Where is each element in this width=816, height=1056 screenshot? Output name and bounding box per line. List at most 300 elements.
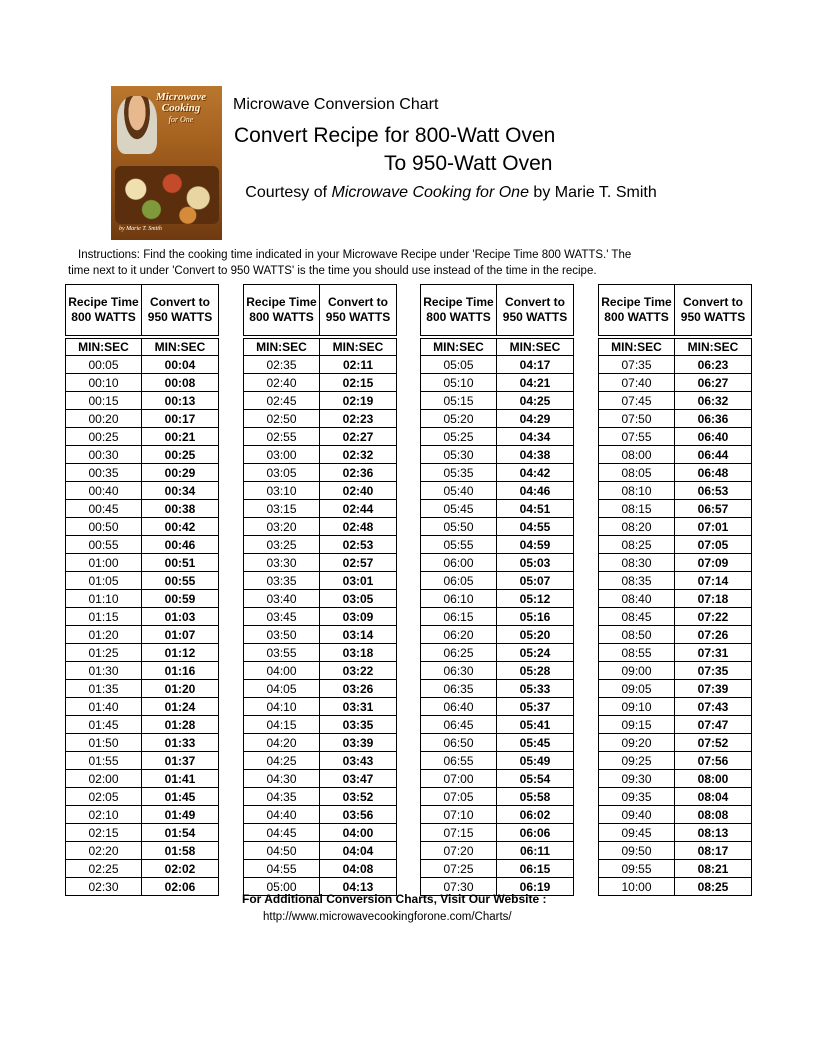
table-row — [66, 734, 219, 752]
recipe-time-cell: 07:05 — [421, 788, 497, 806]
converted-time-cell: 07:43 — [675, 698, 752, 716]
converted-time-cell: 01:07 — [142, 626, 219, 644]
recipe-time-cell: 01:30 — [66, 662, 142, 680]
courtesy-prefix: Courtesy of — [245, 184, 332, 201]
table-row — [421, 698, 574, 716]
table-row — [66, 500, 219, 518]
table-row — [599, 716, 752, 734]
instructions-line-1: Instructions: Find the cooking time indicated in your Microwave Recipe under 'Recipe Time 800 WATTS.' The — [78, 249, 632, 261]
recipe-time-cell: 02:55 — [244, 428, 320, 446]
recipe-time-cell: 08:40 — [599, 590, 675, 608]
converted-time-cell: 01:41 — [142, 770, 219, 788]
converted-time-cell: 02:15 — [320, 374, 397, 392]
unit-label: MIN:SEC — [320, 339, 397, 356]
table-row — [599, 788, 752, 806]
recipe-time-cell: 05:15 — [421, 392, 497, 410]
converted-time-cell: 07:39 — [675, 680, 752, 698]
book-cover-image — [111, 86, 222, 240]
recipe-time-cell: 04:05 — [244, 680, 320, 698]
table-row — [66, 716, 219, 734]
recipe-time-cell: 06:35 — [421, 680, 497, 698]
converted-time-cell: 01:49 — [142, 806, 219, 824]
table-row — [66, 410, 219, 428]
table-row — [244, 500, 397, 518]
unit-row — [66, 339, 219, 356]
table-row — [599, 464, 752, 482]
converted-time-cell: 00:08 — [142, 374, 219, 392]
recipe-time-cell: 03:35 — [244, 572, 320, 590]
recipe-time-cell: 04:10 — [244, 698, 320, 716]
table-row — [599, 374, 752, 392]
table-row — [66, 464, 219, 482]
converted-time-cell: 02:36 — [320, 464, 397, 482]
converted-time-cell: 04:21 — [497, 374, 574, 392]
table-row — [421, 536, 574, 554]
converted-time-cell: 00:34 — [142, 482, 219, 500]
converted-time-cell: 02:06 — [142, 878, 219, 896]
recipe-time-cell: 08:50 — [599, 626, 675, 644]
converted-time-cell: 07:05 — [675, 536, 752, 554]
table-row — [599, 446, 752, 464]
table-row — [599, 356, 752, 374]
converted-time-cell: 00:21 — [142, 428, 219, 446]
table-row — [244, 554, 397, 572]
recipe-time-cell: 06:55 — [421, 752, 497, 770]
converted-time-cell: 04:04 — [320, 842, 397, 860]
table-row — [66, 806, 219, 824]
recipe-time-cell: 01:35 — [66, 680, 142, 698]
converted-time-cell: 08:17 — [675, 842, 752, 860]
table-row — [66, 878, 219, 896]
table-row — [244, 464, 397, 482]
table-row — [599, 608, 752, 626]
converted-time-cell: 05:20 — [497, 626, 574, 644]
table-row — [66, 824, 219, 842]
converted-time-cell: 01:12 — [142, 644, 219, 662]
recipe-time-cell: 00:35 — [66, 464, 142, 482]
unit-label: MIN:SEC — [66, 339, 142, 356]
recipe-time-cell: 08:05 — [599, 464, 675, 482]
table-row — [599, 770, 752, 788]
recipe-time-cell: 03:15 — [244, 500, 320, 518]
converted-time-cell: 05:07 — [497, 572, 574, 590]
table-row — [599, 392, 752, 410]
converted-time-cell: 01:54 — [142, 824, 219, 842]
recipe-time-cell: 09:45 — [599, 824, 675, 842]
table-row — [66, 374, 219, 392]
recipe-time-cell: 05:45 — [421, 500, 497, 518]
converted-time-cell: 04:25 — [497, 392, 574, 410]
recipe-time-cell: 03:20 — [244, 518, 320, 536]
table-row — [421, 374, 574, 392]
table-row — [244, 590, 397, 608]
table-row — [599, 644, 752, 662]
recipe-time-cell: 03:05 — [244, 464, 320, 482]
table-row — [66, 770, 219, 788]
recipe-time-cell: 01:15 — [66, 608, 142, 626]
table-row — [599, 842, 752, 860]
recipe-time-cell: 08:20 — [599, 518, 675, 536]
converted-time-cell: 03:56 — [320, 806, 397, 824]
recipe-time-cell: 00:55 — [66, 536, 142, 554]
recipe-time-cell: 08:45 — [599, 608, 675, 626]
table-header-row — [599, 285, 752, 336]
recipe-time-cell: 09:55 — [599, 860, 675, 878]
converted-time-cell: 02:11 — [320, 356, 397, 374]
unit-label: MIN:SEC — [675, 339, 752, 356]
converted-time-cell: 05:45 — [497, 734, 574, 752]
recipe-time-cell: 03:00 — [244, 446, 320, 464]
chart-label: Microwave Conversion Chart — [233, 96, 439, 113]
table-row — [66, 590, 219, 608]
converted-time-cell: 00:29 — [142, 464, 219, 482]
recipe-time-cell: 09:25 — [599, 752, 675, 770]
converted-time-cell: 00:17 — [142, 410, 219, 428]
converted-time-cell: 06:36 — [675, 410, 752, 428]
table-row — [66, 518, 219, 536]
table-row — [599, 626, 752, 644]
converted-time-cell: 07:52 — [675, 734, 752, 752]
converted-time-cell: 04:42 — [497, 464, 574, 482]
recipe-time-cell: 07:55 — [599, 428, 675, 446]
cover-title-text: Microwave Cooking — [155, 91, 207, 114]
recipe-time-cell: 05:35 — [421, 464, 497, 482]
recipe-time-cell: 08:25 — [599, 536, 675, 554]
converted-time-cell: 04:34 — [497, 428, 574, 446]
table-row — [599, 500, 752, 518]
recipe-time-cell: 00:45 — [66, 500, 142, 518]
title-line-1: Convert Recipe for 800-Watt Oven — [234, 124, 556, 147]
recipe-time-cell: 06:25 — [421, 644, 497, 662]
table-row — [66, 644, 219, 662]
recipe-time-cell: 04:40 — [244, 806, 320, 824]
recipe-time-cell: 04:00 — [244, 662, 320, 680]
converted-time-cell: 00:55 — [142, 572, 219, 590]
table-row — [599, 698, 752, 716]
recipe-time-cell: 04:25 — [244, 752, 320, 770]
table-row — [421, 482, 574, 500]
table-row — [244, 734, 397, 752]
table-row — [599, 428, 752, 446]
recipe-time-cell: 07:35 — [599, 356, 675, 374]
converted-time-cell: 01:28 — [142, 716, 219, 734]
table-row — [66, 662, 219, 680]
converted-time-cell: 01:33 — [142, 734, 219, 752]
converted-time-cell: 01:16 — [142, 662, 219, 680]
table-row — [244, 824, 397, 842]
recipe-time-cell: 05:00 — [244, 878, 320, 896]
unit-label: MIN:SEC — [599, 339, 675, 356]
recipe-time-cell: 05:50 — [421, 518, 497, 536]
converted-time-cell: 04:59 — [497, 536, 574, 554]
recipe-time-cell: 01:40 — [66, 698, 142, 716]
recipe-time-cell: 04:50 — [244, 842, 320, 860]
unit-label: MIN:SEC — [142, 339, 219, 356]
table-row — [244, 716, 397, 734]
converted-time-cell: 05:54 — [497, 770, 574, 788]
recipe-time-cell: 01:00 — [66, 554, 142, 572]
converted-time-cell: 01:03 — [142, 608, 219, 626]
table-row — [66, 482, 219, 500]
converted-time-cell: 03:35 — [320, 716, 397, 734]
converted-time-cell: 05:37 — [497, 698, 574, 716]
recipe-time-cell: 02:25 — [66, 860, 142, 878]
recipe-time-cell: 10:00 — [599, 878, 675, 896]
table-row — [244, 860, 397, 878]
converted-time-cell: 08:21 — [675, 860, 752, 878]
table-row — [599, 572, 752, 590]
converted-time-cell: 01:45 — [142, 788, 219, 806]
recipe-time-cell: 02:40 — [244, 374, 320, 392]
converted-time-cell: 05:41 — [497, 716, 574, 734]
converted-time-cell: 08:00 — [675, 770, 752, 788]
recipe-time-cell: 00:50 — [66, 518, 142, 536]
converted-time-cell: 04:46 — [497, 482, 574, 500]
converted-time-cell: 04:13 — [320, 878, 397, 896]
converted-time-cell: 05:03 — [497, 554, 574, 572]
table-row — [66, 554, 219, 572]
recipe-time-cell: 06:00 — [421, 554, 497, 572]
converted-time-cell: 04:55 — [497, 518, 574, 536]
converted-time-cell: 03:05 — [320, 590, 397, 608]
table-row — [421, 464, 574, 482]
table-row — [421, 518, 574, 536]
converted-time-cell: 02:32 — [320, 446, 397, 464]
recipe-time-cell: 09:50 — [599, 842, 675, 860]
recipe-time-cell: 06:45 — [421, 716, 497, 734]
table-row — [244, 482, 397, 500]
table-row — [244, 626, 397, 644]
table-row — [66, 428, 219, 446]
unit-label: MIN:SEC — [244, 339, 320, 356]
courtesy-line — [234, 182, 668, 204]
header-convert-to: Convert to 950 WATTS — [142, 285, 219, 336]
footer-url[interactable]: http://www.microwavecookingforone.com/Charts/ — [263, 911, 512, 923]
recipe-time-cell: 05:10 — [421, 374, 497, 392]
recipe-time-cell: 01:25 — [66, 644, 142, 662]
recipe-time-cell: 06:40 — [421, 698, 497, 716]
converted-time-cell: 02:53 — [320, 536, 397, 554]
table-row — [66, 356, 219, 374]
recipe-time-cell: 09:20 — [599, 734, 675, 752]
converted-time-cell: 03:09 — [320, 608, 397, 626]
cover-title — [141, 92, 221, 125]
table-row — [599, 806, 752, 824]
recipe-time-cell: 01:05 — [66, 572, 142, 590]
recipe-time-cell: 03:25 — [244, 536, 320, 554]
converted-time-cell: 07:31 — [675, 644, 752, 662]
table-row — [66, 536, 219, 554]
instructions-line-2: time next to it under 'Convert to 950 WATTS' is the time you should use instead of the time in the recipe. — [68, 265, 597, 277]
recipe-time-cell: 05:05 — [421, 356, 497, 374]
converted-time-cell: 05:28 — [497, 662, 574, 680]
recipe-time-cell: 08:00 — [599, 446, 675, 464]
table-row — [66, 752, 219, 770]
converted-time-cell: 03:47 — [320, 770, 397, 788]
recipe-time-cell: 04:35 — [244, 788, 320, 806]
recipe-time-cell: 08:10 — [599, 482, 675, 500]
recipe-time-cell: 01:55 — [66, 752, 142, 770]
table-row — [66, 392, 219, 410]
recipe-time-cell: 05:55 — [421, 536, 497, 554]
table-row — [421, 788, 574, 806]
table-row — [599, 878, 752, 896]
converted-time-cell: 04:00 — [320, 824, 397, 842]
converted-time-cell: 05:12 — [497, 590, 574, 608]
table-row — [599, 554, 752, 572]
recipe-time-cell: 02:35 — [244, 356, 320, 374]
recipe-time-cell: 03:10 — [244, 482, 320, 500]
table-row — [244, 572, 397, 590]
table-row — [421, 662, 574, 680]
table-row — [421, 644, 574, 662]
converted-time-cell: 06:06 — [497, 824, 574, 842]
converted-time-cell: 06:02 — [497, 806, 574, 824]
converted-time-cell: 08:13 — [675, 824, 752, 842]
converted-time-cell: 00:59 — [142, 590, 219, 608]
recipe-time-cell: 00:10 — [66, 374, 142, 392]
converted-time-cell: 05:16 — [497, 608, 574, 626]
table-row — [66, 788, 219, 806]
converted-time-cell: 00:42 — [142, 518, 219, 536]
converted-time-cell: 05:24 — [497, 644, 574, 662]
converted-time-cell: 07:56 — [675, 752, 752, 770]
recipe-time-cell: 04:30 — [244, 770, 320, 788]
converted-time-cell: 08:04 — [675, 788, 752, 806]
converted-time-cell: 07:09 — [675, 554, 752, 572]
converted-time-cell: 08:08 — [675, 806, 752, 824]
converted-time-cell: 02:48 — [320, 518, 397, 536]
table-row — [421, 680, 574, 698]
recipe-time-cell: 00:15 — [66, 392, 142, 410]
table-row — [66, 698, 219, 716]
converted-time-cell: 00:46 — [142, 536, 219, 554]
recipe-time-cell: 09:10 — [599, 698, 675, 716]
table-row — [421, 734, 574, 752]
recipe-time-cell: 09:35 — [599, 788, 675, 806]
recipe-time-cell: 07:25 — [421, 860, 497, 878]
table-row — [244, 410, 397, 428]
table-row — [599, 752, 752, 770]
converted-time-cell: 06:15 — [497, 860, 574, 878]
table-row — [66, 842, 219, 860]
converted-time-cell: 03:39 — [320, 734, 397, 752]
conversion-table-4 — [598, 284, 752, 896]
table-row — [599, 518, 752, 536]
recipe-time-cell: 09:30 — [599, 770, 675, 788]
table-row — [421, 554, 574, 572]
table-header-row — [244, 285, 397, 336]
recipe-time-cell: 03:40 — [244, 590, 320, 608]
table-row — [421, 392, 574, 410]
converted-time-cell: 03:52 — [320, 788, 397, 806]
converted-time-cell: 04:51 — [497, 500, 574, 518]
table-row — [599, 662, 752, 680]
converted-time-cell: 04:38 — [497, 446, 574, 464]
footer-text: For Additional Conversion Charts, Visit Our Website : — [242, 892, 547, 906]
table-row — [244, 374, 397, 392]
header-recipe-time: Recipe Time 800 WATTS — [244, 285, 320, 336]
recipe-time-cell: 03:30 — [244, 554, 320, 572]
table-row — [421, 446, 574, 464]
table-row — [421, 824, 574, 842]
recipe-time-cell: 05:25 — [421, 428, 497, 446]
recipe-time-cell: 07:00 — [421, 770, 497, 788]
recipe-time-cell: 02:00 — [66, 770, 142, 788]
converted-time-cell: 06:44 — [675, 446, 752, 464]
recipe-time-cell: 07:15 — [421, 824, 497, 842]
table-row — [421, 572, 574, 590]
courtesy-suffix: by Marie T. Smith — [528, 184, 657, 201]
recipe-time-cell: 08:35 — [599, 572, 675, 590]
table-row — [599, 410, 752, 428]
recipe-time-cell: 08:55 — [599, 644, 675, 662]
table-row — [244, 608, 397, 626]
recipe-time-cell: 07:10 — [421, 806, 497, 824]
table-row — [244, 788, 397, 806]
recipe-time-cell: 04:20 — [244, 734, 320, 752]
header-convert-to: Convert to 950 WATTS — [675, 285, 752, 336]
recipe-time-cell: 02:45 — [244, 392, 320, 410]
table-row — [66, 680, 219, 698]
cover-food-image — [115, 166, 219, 224]
converted-time-cell: 03:26 — [320, 680, 397, 698]
converted-time-cell: 07:35 — [675, 662, 752, 680]
converted-time-cell: 05:49 — [497, 752, 574, 770]
table-row — [421, 842, 574, 860]
table-row — [244, 644, 397, 662]
recipe-time-cell: 09:15 — [599, 716, 675, 734]
table-row — [599, 536, 752, 554]
table-row — [244, 356, 397, 374]
table-row — [244, 662, 397, 680]
conversion-table-3 — [420, 284, 574, 896]
unit-row — [244, 339, 397, 356]
recipe-time-cell: 01:20 — [66, 626, 142, 644]
converted-time-cell: 06:57 — [675, 500, 752, 518]
converted-time-cell: 02:57 — [320, 554, 397, 572]
converted-time-cell: 02:19 — [320, 392, 397, 410]
converted-time-cell: 00:38 — [142, 500, 219, 518]
recipe-time-cell: 09:00 — [599, 662, 675, 680]
recipe-time-cell: 07:20 — [421, 842, 497, 860]
converted-time-cell: 00:13 — [142, 392, 219, 410]
converted-time-cell: 07:14 — [675, 572, 752, 590]
recipe-time-cell: 08:30 — [599, 554, 675, 572]
converted-time-cell: 04:17 — [497, 356, 574, 374]
table-row — [599, 680, 752, 698]
converted-time-cell: 06:40 — [675, 428, 752, 446]
table-row — [66, 608, 219, 626]
converted-time-cell: 01:20 — [142, 680, 219, 698]
converted-time-cell: 06:32 — [675, 392, 752, 410]
table-row — [244, 392, 397, 410]
converted-time-cell: 03:31 — [320, 698, 397, 716]
converted-time-cell: 02:23 — [320, 410, 397, 428]
recipe-time-cell: 07:30 — [421, 878, 497, 896]
table-row — [599, 590, 752, 608]
unit-label: MIN:SEC — [497, 339, 574, 356]
converted-time-cell: 00:25 — [142, 446, 219, 464]
table-row — [599, 734, 752, 752]
converted-time-cell: 06:53 — [675, 482, 752, 500]
recipe-time-cell: 07:45 — [599, 392, 675, 410]
conversion-table-1 — [65, 284, 219, 896]
table-row — [421, 590, 574, 608]
table-row — [599, 482, 752, 500]
recipe-time-cell: 02:05 — [66, 788, 142, 806]
table-row — [244, 806, 397, 824]
